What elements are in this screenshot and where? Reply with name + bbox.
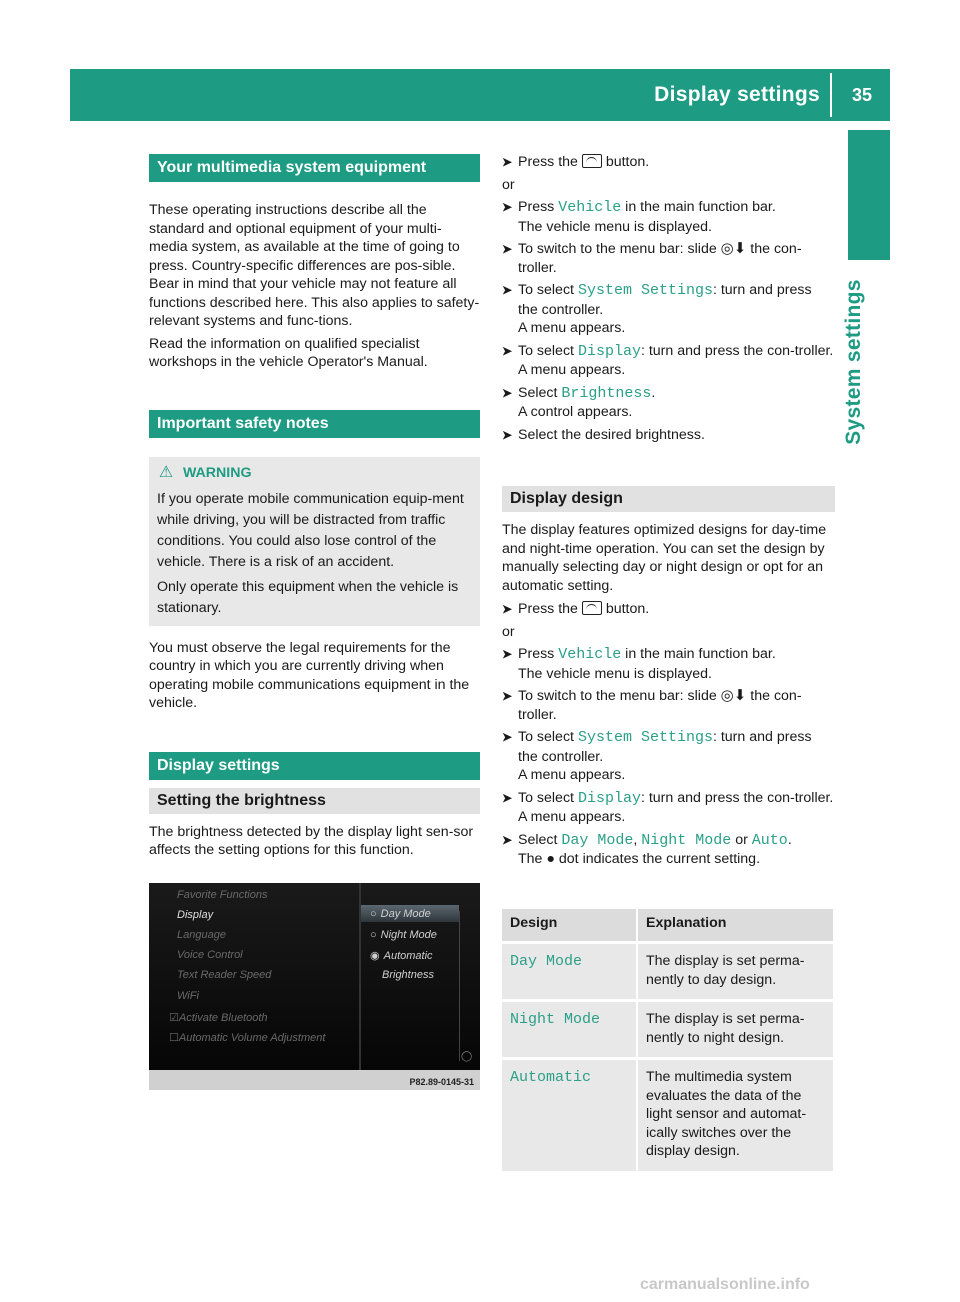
chapter-label: [835, 270, 905, 470]
design-table: [502, 909, 833, 1171]
table-row: [502, 1059, 833, 1171]
page-title: Display settings: [654, 83, 820, 106]
power-icon: ◯: [461, 1051, 473, 1062]
warning-text: Only operate this equipment when the vehicle is stationary.: [157, 578, 459, 616]
table-header: Explanation: [637, 909, 833, 943]
header-divider: [830, 73, 832, 117]
step-arrow-icon: ➤: [502, 155, 513, 169]
step-arrow-icon: ➤: [502, 385, 513, 400]
table-cell-explanation: The multimedia system evaluates the data of the light sensor and automat-ically switches over the display design.: [637, 1059, 833, 1171]
step: ➤ Select the desired brightness.: [502, 426, 705, 443]
paragraph: These operating instructions describe all the standard and optional equipment of your multi-media system, as available at the time of going to press. Country-specific differences are pos-sible. Bear in mind that your vehicle may not feature all functions described here. This also applies to safety-relevant systems and func-tions.: [149, 202, 480, 329]
menu-item: Text Reader Speed: [177, 969, 272, 981]
step: ➤ To select Display: turn and press the con-troller. A menu appears.: [502, 789, 834, 825]
menu-option: Brightness: [382, 969, 434, 981]
warning-text: If you operate mobile communication equip-ment while driving, you will be distracted from traffic conditions. You could also lose control of the vehicle. There is a risk of an accident.: [157, 490, 464, 570]
vehicle-button-icon: [582, 601, 602, 615]
paragraph: Read the information on qualified specialist workshops in the vehicle Operator's Manual.: [149, 335, 428, 370]
section-title: Display settings: [149, 752, 480, 780]
section-title: Important safety notes: [149, 410, 480, 438]
subsection-title: Setting the brightness: [149, 788, 480, 814]
chapter-label-text: System settings: [841, 279, 865, 445]
step: ➤ Press Vehicle in the main function bar. The vehicle menu is displayed.: [502, 199, 776, 235]
menu-item: Voice Control: [177, 949, 243, 961]
menu-item: ☑Activate Bluetooth: [169, 1012, 268, 1024]
menu-item: WiFi: [177, 990, 199, 1002]
menu-option: ◉ Automatic: [370, 950, 433, 962]
menu-item: Display: [177, 909, 214, 921]
warning-icon: ⚠: [158, 463, 174, 481]
vehicle-button-icon: [582, 154, 602, 168]
step: ➤ To switch to the menu bar: slide ◎⬇ the con-troller.: [502, 687, 802, 723]
page-number: 35: [851, 85, 872, 105]
or-text: or: [502, 176, 515, 193]
table-cell-explanation: The display is set perma-nently to night design.: [637, 1001, 833, 1059]
step: ➤ Select Day Mode, Night Mode or Auto. The ● dot indicates the current setting.: [502, 831, 792, 867]
table-cell-design: Day Mode: [502, 943, 637, 1001]
table-cell-explanation: The display is set perma-nently to day design.: [637, 943, 833, 1001]
warning-box: [149, 457, 480, 626]
step-arrow-icon: ➤: [502, 343, 513, 358]
radio-icon: ○: [370, 929, 377, 941]
table-header-row: [502, 909, 833, 943]
warning-label: WARNING: [182, 464, 252, 481]
figure-code: P82.89-0145-31: [409, 1077, 474, 1087]
section-title: Your multimedia system equipment: [149, 154, 480, 182]
radio-selected-icon: ◉: [370, 950, 380, 962]
step-arrow-icon: ➤: [502, 647, 513, 661]
step: ➤ To select Display: turn and press the con-troller. A menu appears.: [502, 342, 834, 378]
step-arrow-icon: ➤: [502, 790, 513, 805]
menu-item: Language: [177, 929, 226, 941]
step-arrow-icon: ➤: [502, 832, 513, 847]
radio-icon: ○: [370, 908, 377, 920]
step: ➤ Press Vehicle in the main function bar. The vehicle menu is displayed.: [502, 646, 776, 682]
checkbox-checked-icon: ☑: [169, 1012, 179, 1024]
right-column: [502, 153, 835, 869]
table-row: [502, 1001, 833, 1059]
controller-slide-icon: ◎⬇: [720, 687, 747, 704]
step-arrow-icon: ➤: [502, 730, 513, 744]
menu-option: ○ Day Mode: [370, 908, 431, 920]
warning-heading: [157, 464, 472, 482]
step-arrow-icon: ➤: [502, 200, 513, 214]
or-text: or: [502, 623, 515, 640]
scrollbar-track: [459, 911, 460, 1061]
step: ➤ To select System Settings: turn and press the controller. A menu appears.: [502, 729, 812, 783]
step: ➤ To select System Settings: turn and press the controller. A menu appears.: [502, 282, 812, 336]
screen: [149, 883, 480, 1070]
step: ➤ Press the button.: [502, 601, 650, 617]
chapter-tab: [848, 130, 890, 260]
watermark: carmanualsonline.info: [640, 1276, 810, 1293]
menu-item: ☐Automatic Volume Adjustment: [169, 1032, 326, 1044]
step-arrow-icon: ➤: [502, 689, 513, 703]
step: ➤ Press the button.: [502, 154, 650, 170]
menu-item: Favorite Functions: [177, 889, 268, 901]
step-arrow-icon: ➤: [502, 283, 513, 297]
paragraph: The display features optimized designs for day-time and night-time operation. You can set the design by manually selecting day or night design or opt for an automatic setting.: [502, 522, 827, 594]
controller-slide-icon: ◎⬇: [720, 240, 747, 257]
table-cell-design: Automatic: [502, 1059, 637, 1171]
step: ➤ To switch to the menu bar: slide ◎⬇ the con-troller.: [502, 240, 802, 276]
step-arrow-icon: ➤: [502, 242, 513, 256]
paragraph: You must observe the legal requirements for the country in which you are currently driving when operating mobile communications equipment in the vehicle.: [149, 639, 470, 711]
menu-option: ○ Night Mode: [370, 929, 437, 941]
checkbox-icon: ☐: [169, 1032, 179, 1044]
page-header: [70, 69, 890, 121]
paragraph: The brightness detected by the display light sen-sor affects the setting options for this function.: [149, 823, 474, 858]
subsection-title: Display design: [502, 486, 835, 512]
table-header: Design: [502, 909, 637, 943]
step: ➤ Select Brightness. A control appears.: [502, 384, 656, 420]
left-column: [149, 154, 480, 860]
table-row: [502, 943, 833, 1001]
step-arrow-icon: ➤: [502, 427, 513, 442]
table-cell-design: Night Mode: [502, 1001, 637, 1059]
display-screenshot: [149, 883, 480, 1090]
step-arrow-icon: ➤: [502, 602, 513, 616]
